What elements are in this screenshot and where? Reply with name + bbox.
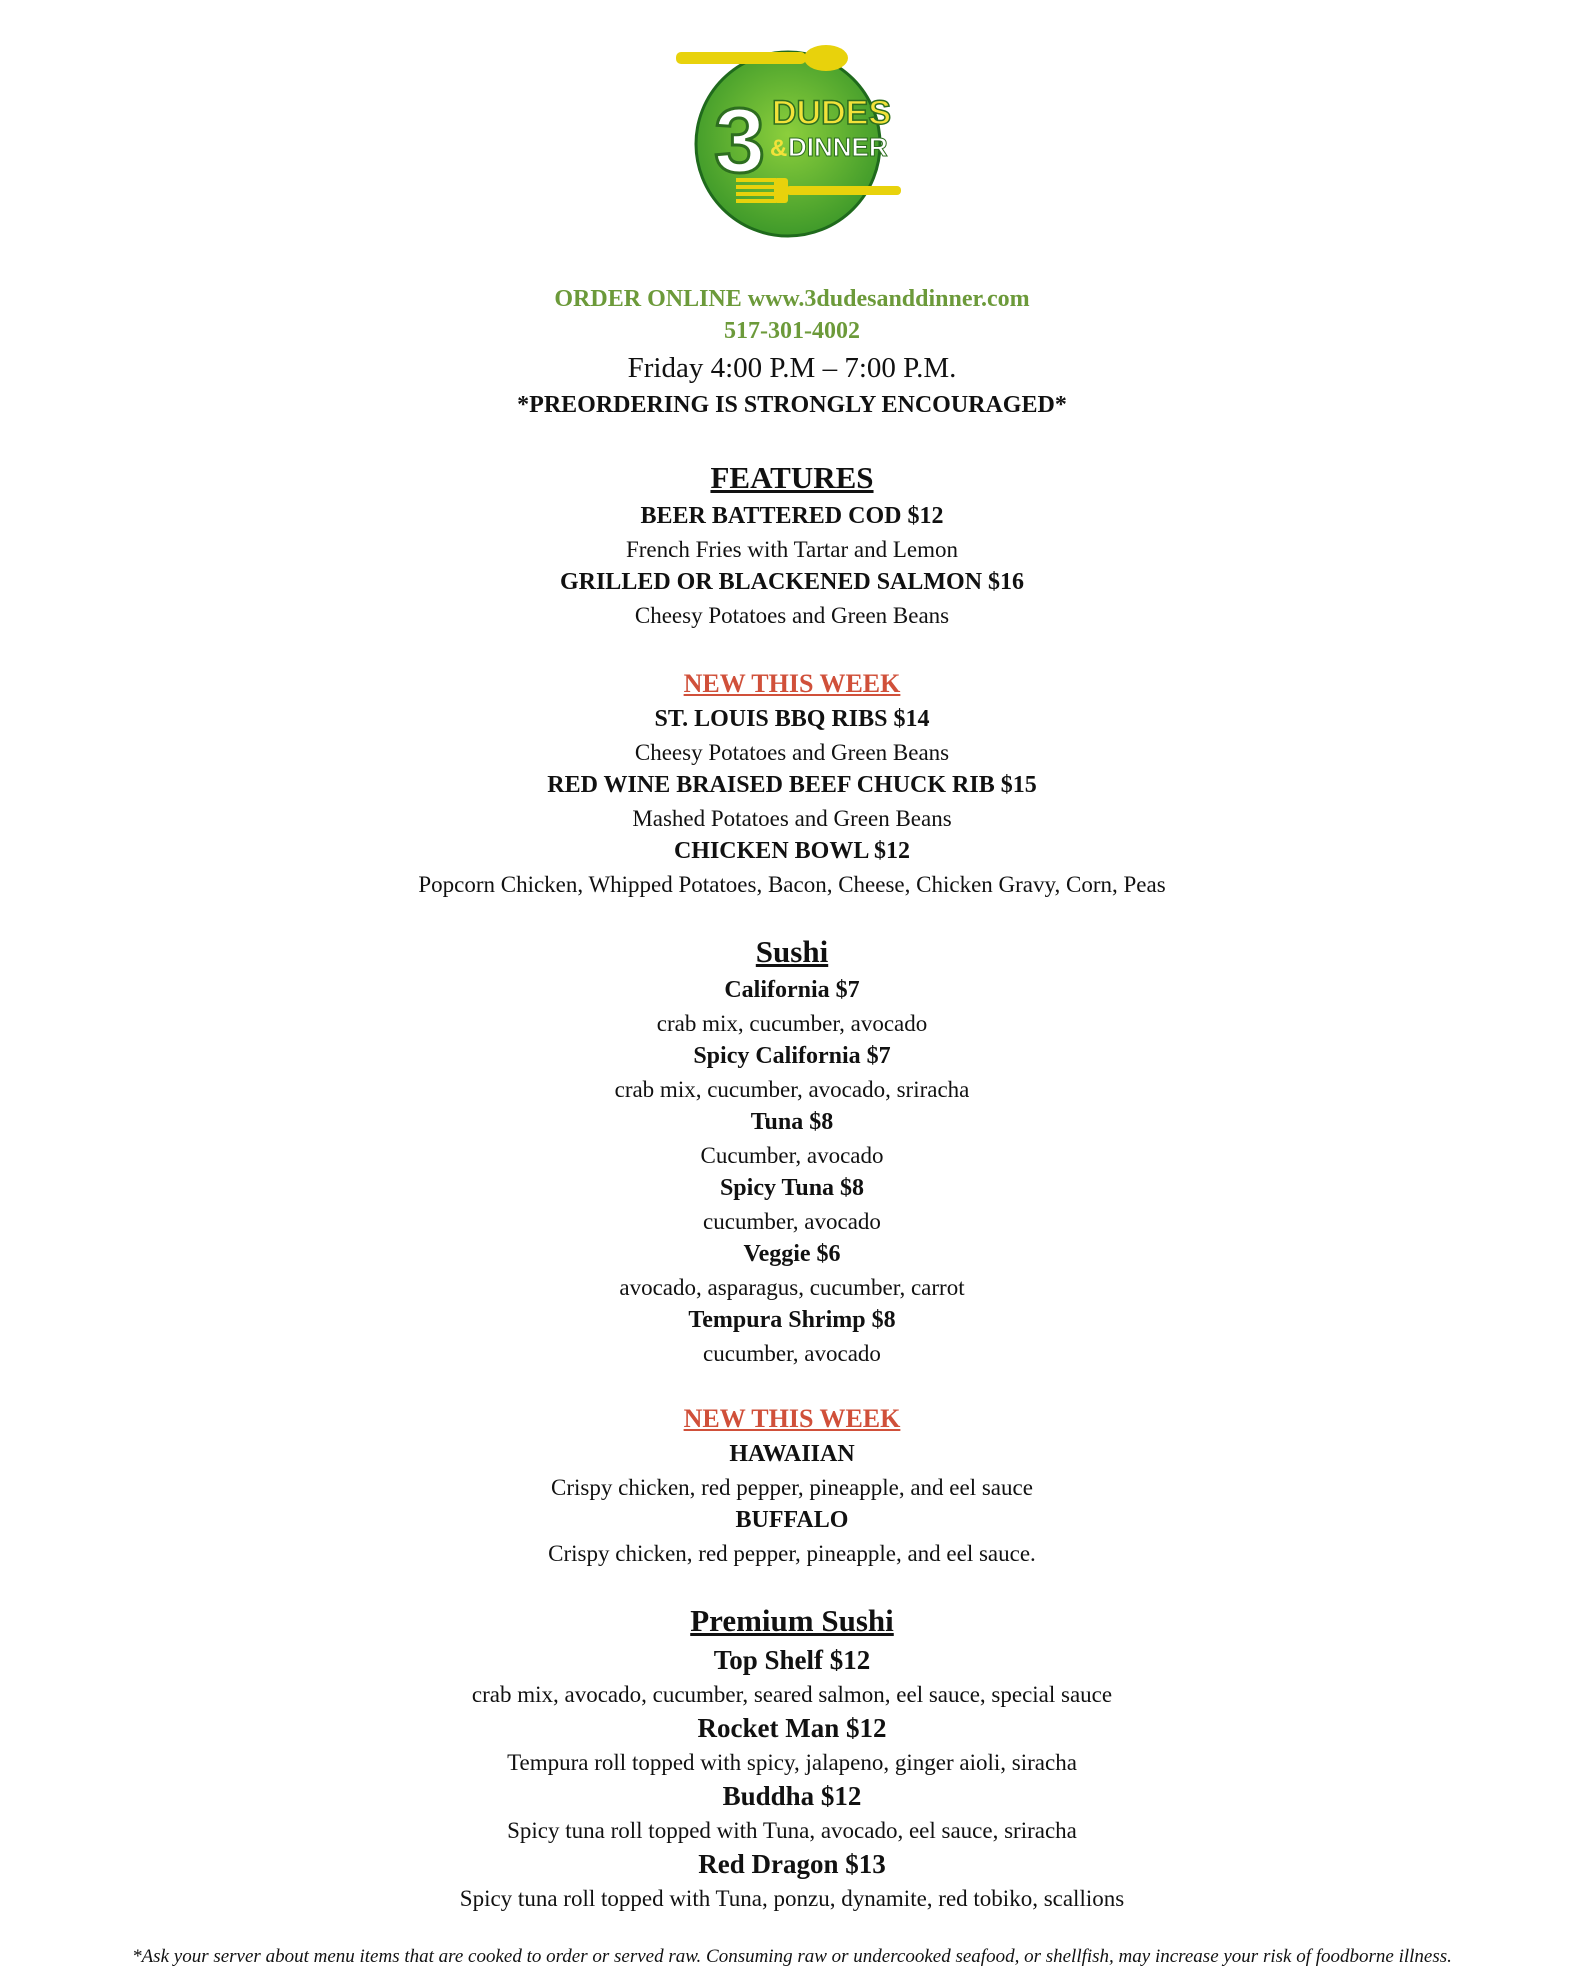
new-this-week-title: NEW THIS WEEK	[683, 1404, 901, 1433]
new-sushi-desc: Crispy chicken, red pepper, pineapple, and eel sauce.	[548, 1541, 1036, 1566]
sushi-item-desc: cucumber, avocado	[703, 1209, 881, 1234]
premium-item-name: Buddha $12	[722, 1781, 862, 1811]
preorder-notice: *PREORDERING IS STRONGLY ENCOURAGED*	[517, 392, 1067, 418]
logo-number: 3	[714, 90, 766, 192]
sushi-item-name: Tempura Shrimp $8	[688, 1307, 896, 1333]
sushi-item-name: Veggie $6	[743, 1241, 841, 1267]
new-item-name: ST. LOUIS BBQ RIBS $14	[654, 706, 930, 732]
hours: Friday 4:00 P.M – 7:00 P.M.	[627, 352, 957, 384]
premium-item-desc: crab mix, avocado, cucumber, seared salmon, eel sauce, special sauce	[471, 1682, 1113, 1707]
sushi-title: Sushi	[755, 934, 829, 969]
phone-number[interactable]: 517-301-4002	[724, 318, 860, 344]
features-title: FEATURES	[710, 460, 874, 495]
premium-item-name: Top Shelf $12	[713, 1645, 871, 1675]
sushi-item-desc: crab mix, cucumber, avocado	[656, 1011, 928, 1036]
premium-item-desc: Spicy tuna roll topped with Tuna, avocado, eel sauce, sriracha	[507, 1818, 1077, 1843]
new-item-name: RED WINE BRAISED BEEF CHUCK RIB $15	[547, 772, 1037, 798]
premium-item-name: Red Dragon $13	[698, 1849, 886, 1879]
premium-item-name: Rocket Man $12	[697, 1713, 887, 1743]
sushi-item-desc: Cucumber, avocado	[700, 1143, 884, 1168]
premium-item-desc: Spicy tuna roll topped with Tuna, ponzu, dynamite, red tobiko, scallions	[459, 1886, 1125, 1911]
sushi-item-name: California $7	[724, 977, 860, 1003]
new-sushi-name: BUFFALO	[735, 1507, 849, 1533]
feature-item-desc: Cheesy Potatoes and Green Beans	[634, 603, 950, 628]
new-sushi-name: HAWAIIAN	[729, 1441, 855, 1467]
new-item-desc: Mashed Potatoes and Green Beans	[632, 806, 952, 831]
new-item-name: CHICKEN BOWL $12	[673, 838, 911, 864]
sushi-item-name: Spicy California $7	[693, 1043, 891, 1069]
logo-word-1: DUDES	[772, 94, 892, 132]
sushi-item-desc: crab mix, cucumber, avocado, sriracha	[614, 1077, 970, 1102]
raw-food-disclaimer: *Ask your server about menu items that are cooked to order or served raw. Consuming raw or undercooked seafood, or shellfish, may increase your risk of foodborne illness.	[132, 1946, 1452, 1967]
logo-amp: &	[770, 135, 788, 162]
feature-item-desc: French Fries with Tartar and Lemon	[625, 537, 959, 562]
sushi-item-desc: avocado, asparagus, cucumber, carrot	[619, 1275, 965, 1300]
premium-item-desc: Tempura roll topped with spicy, jalapeno, ginger aioli, siracha	[507, 1750, 1077, 1775]
restaurant-logo	[676, 44, 906, 240]
new-this-week-title: NEW THIS WEEK	[683, 669, 901, 698]
premium-sushi-title: Premium Sushi	[690, 1603, 894, 1638]
logo-word-2: DINNER	[788, 132, 888, 162]
order-online-link[interactable]: ORDER ONLINE www.3dudesanddinner.com	[554, 286, 1030, 312]
sushi-item-name: Spicy Tuna $8	[719, 1175, 865, 1201]
feature-item-name: BEER BATTERED COD $12	[640, 503, 944, 529]
new-sushi-desc: Crispy chicken, red pepper, pineapple, and eel sauce	[551, 1475, 1033, 1500]
sushi-item-desc: cucumber, avocado	[703, 1341, 881, 1366]
sushi-item-name: Tuna $8	[750, 1109, 834, 1135]
feature-item-name: GRILLED OR BLACKENED SALMON $16	[559, 569, 1025, 595]
new-item-desc: Cheesy Potatoes and Green Beans	[634, 740, 950, 765]
new-item-desc: Popcorn Chicken, Whipped Potatoes, Bacon, Cheese, Chicken Gravy, Corn, Peas	[418, 872, 1166, 897]
